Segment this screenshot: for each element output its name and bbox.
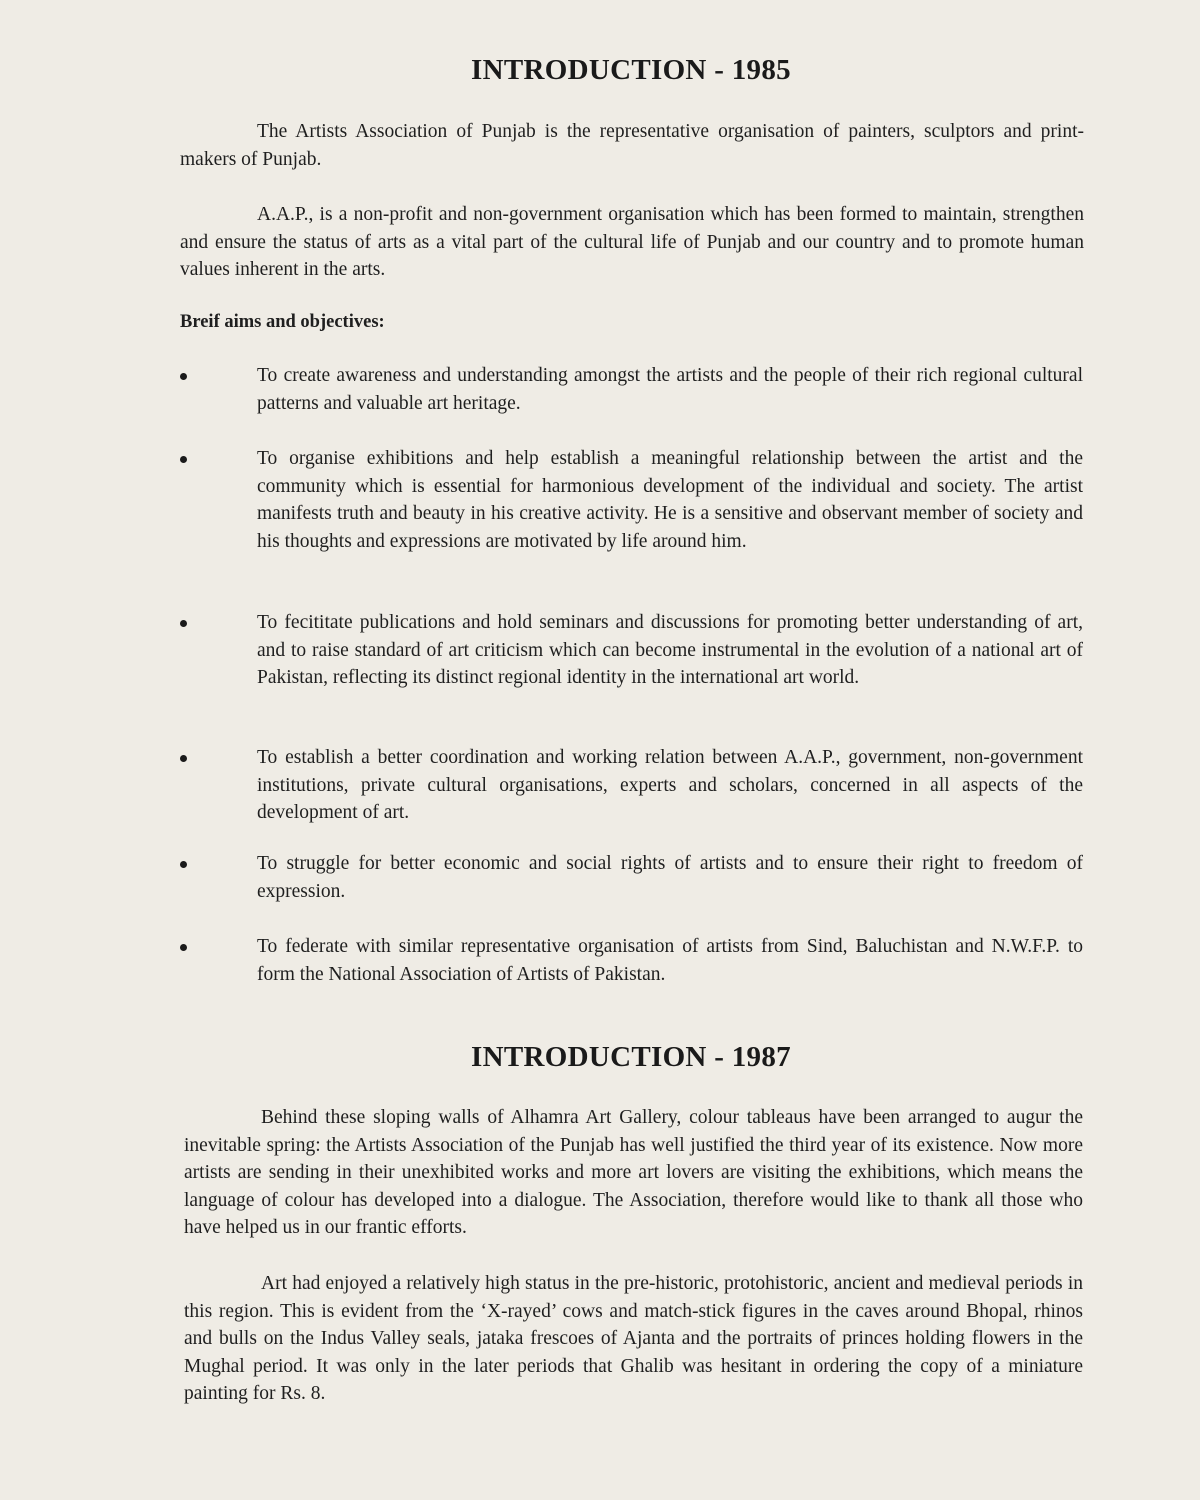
bullet-icon [180,944,187,951]
list-item-text: To federate with similar representative organisation of artists from Sind, Baluchistan and N.W.F.P. to form the National Association of Artists of Pakistan. [257,936,1083,985]
bullet-icon [180,861,187,868]
paragraph-text: Behind these sloping walls of Alhamra Art Gallery, colour tableaus have been arranged to augur the inevitable spring: the Artists Association of the Punjab has well justified the third year of its existence. Now more artists are sending in their unexhibited works and more art lovers are visiting the exhibitions, which means the language of colour has developed into a dialogue. The Association, therefore would like to thank all those who have helped us in our frantic efforts. [184,1107,1083,1238]
section-title-1985: INTRODUCTION - 1985 [471,54,791,86]
paragraph [184,1270,1083,1408]
paragraph [180,118,1084,173]
list-item-text: To establish a better coordination and working relation between A.A.P., government, non-government institutions, private cultural organisations, experts and scholars, concerned in all aspects of the development of art. [257,747,1083,823]
paragraph [180,201,1084,284]
list-item-text: To struggle for better economic and social rights of artists and to ensure their right to freedom of expression. [257,853,1083,902]
paragraph [184,1104,1083,1242]
list-item-text: To create awareness and understanding amongst the artists and the people of their rich regional cultural patterns and valuable art heritage. [257,365,1083,414]
section-title-1987: INTRODUCTION - 1987 [471,1041,791,1073]
bullet-icon [180,755,187,762]
paragraph-text: The Artists Association of Punjab is the representative organisation of painters, sculptors and print-makers of Punjab. [180,121,1084,170]
bullet-icon [180,456,187,463]
aims-heading: Breif aims and objectives: [180,312,385,332]
list-item-text: To organise exhibitions and help establish a meaningful relationship between the artist and the community which is essential for harmonious development of the individual and society. The artist manifests truth and beauty in his creative activity. He is a sensitive and observant member of society and his thoughts and expressions are motivated by life around him. [257,448,1083,552]
bullet-icon [180,620,187,627]
list-item-text: To fecititate publications and hold seminars and discussions for promoting better understanding of art, and to raise standard of art criticism which can become instrumental in the evolution of a national art of Pakistan, reflecting its distinct regional identity in the international art world. [257,612,1083,688]
paragraph-text: A.A.P., is a non-profit and non-government organisation which has been formed to maintain, strengthen and ensure the status of arts as a vital part of the cultural life of Punjab and our country and to promote human values inherent in the arts. [180,204,1084,280]
paragraph-text: Art had enjoyed a relatively high status in the pre-historic, protohistoric, ancient and medieval periods in this region. This is evident from the ‘X-rayed’ cows and match-stick figures in the caves around Bhopal, rhinos and bulls on the Indus Valley seals, jataka frescoes of Ajanta and the portraits of princes holding flowers in the Mughal period. It was only in the later periods that Ghalib was hesitant in ordering the copy of a miniature painting for Rs. 8. [184,1273,1083,1404]
bullet-icon [180,373,187,380]
